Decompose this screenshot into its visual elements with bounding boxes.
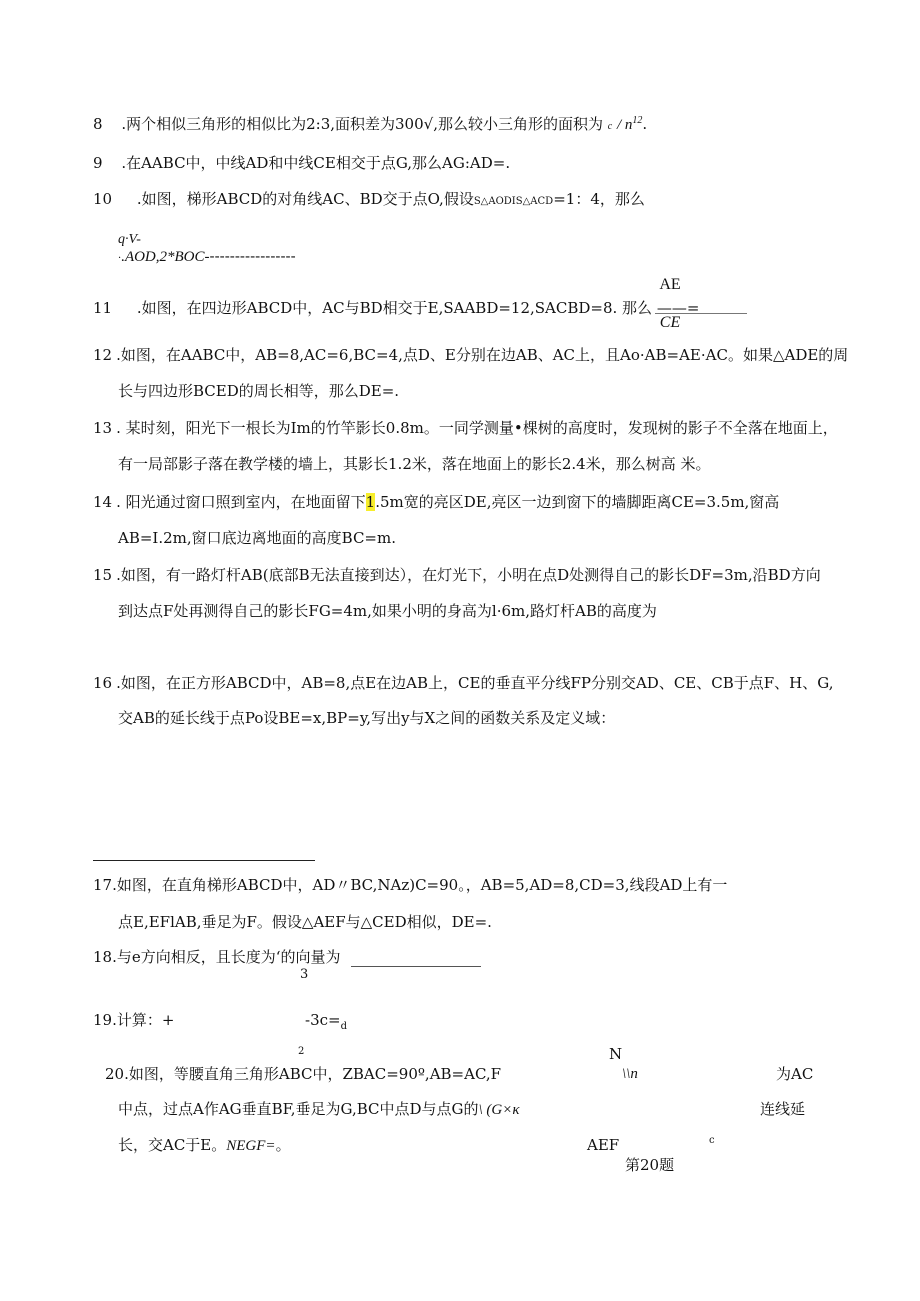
formula-part: NEGF= [226,1138,276,1154]
question-12 [93,345,848,365]
formula-part: · [118,253,122,264]
question-20: 20.如图，等腰直角三角形ABC中，ZBAC=90º,AB=AC,F [105,1065,502,1083]
question-12-line-2: 长与四边形BCED的周长相等，那么DE=. [118,382,400,400]
question-text: .两个相似三角形的相似比为2:3,面积差为300√,那么较小三角形的面积为 [121,115,603,133]
question-number: 9 [93,154,103,172]
formula-part: . [642,115,648,133]
question-text: 。 [275,1136,291,1154]
formula-line: q·V- [118,232,141,247]
question-text: .如图，在AABC中，AB=8,AC=6,BC=4,点D、E分别在边AB、AC上，且Ao·AB=AE·AC。如果△ADE的周 [116,346,849,364]
formula-subscript: d [340,1021,347,1032]
question-text: . 阳光通过窗口照到室内，在地面留下 [116,493,366,511]
figure-label-aef: AEF [587,1136,620,1154]
question-17-line-2: 点E,EFlAB,垂足为F。假设△AEF与△CED相似，DE=. [118,913,492,931]
question-number: 10 [93,190,113,208]
question-text: .如图，梯形ABCD的对角线AC、BD交于点O,假设 [136,190,474,208]
formula-subscript: S△AODIS△ACD [473,196,554,207]
question-number: 8 [93,115,103,133]
question-10 [93,189,645,212]
answer-blank [351,952,481,967]
fraction-numerator: AE [659,276,681,293]
figure-caption: 第20题 [625,1156,675,1174]
answer-blank: ----------------- [209,247,296,265]
formula-part: c [607,121,613,132]
question-9 [93,153,510,173]
question-text: .如图，在正方形ABCD中，AB=8,点E在边AB上，CE的垂直平分线FP分别交AD、CE、CB于点F、H、G, [116,674,834,692]
question-19-formula [305,1010,347,1037]
question-13-line-2: 有一局部影子落在教学楼的墙上，其影长1.2米，落在地面上的影长2.4米，那么树高 米。 [118,455,711,473]
formula-denominator: 3 [300,967,309,982]
question-number: 13 [93,419,113,437]
formula-part: \ (G×κ [478,1102,520,1118]
figure-label-c: c [709,1135,715,1146]
question-16-line-2: 交AB的延长线于点Po设BE=x,BP=y,写出y与X之间的函数关系及定义域： [118,709,616,727]
formula-part: .AOD,2*BOC- [121,249,210,265]
fraction-bar: ——= [656,299,700,317]
question-18 [93,947,481,967]
figure-label: \\n [622,1066,638,1082]
question-number: 15 [93,566,113,584]
formula-superscript: 2 [298,1046,305,1057]
question-number: 14 [93,493,113,511]
question-20-line-2 [118,1099,520,1120]
question-text: 中点，过点A作AG垂直BF,垂足为G,BC中点D与点G的 [118,1100,479,1118]
formula-part: / n [616,117,633,133]
formula-part: -3c= [305,1011,341,1029]
question-text: .如图，有一路灯杆AB(底部B无法直接到达），在灯光下，小明在点D处测得自己的影长DF=3m,沿BD方向 [116,566,821,584]
question-14-line-2: AB=I.2m,窗口底边离地面的高度BC=m. [118,529,396,547]
question-text: .如图，在四边形ABCD中，AC与BD相交于E,SAABD=12,SACBD=8. 那么 [136,299,653,317]
question-number: 16 [93,674,113,692]
question-14 [93,492,779,512]
question-text: 18.与e方向相反，且长度为‘的向量为 [93,948,341,966]
question-8 [93,111,647,137]
fraction-denominator: CE [659,314,681,331]
question-11 [93,298,699,318]
figure-label-n: N [609,1045,623,1063]
question-20-text: 为AC [776,1065,814,1083]
question-20-text: 连线延 [760,1100,806,1118]
question-19: 19.计算：+ [93,1011,175,1029]
highlight-mark: 1 [365,493,376,511]
question-text: .5m宽的亮区DE,亮区一边到窗下的墙脚距离CE=3.5m,窗高 [375,493,780,511]
question-15-line-2: 到达点F处再测得自己的影长FG=4m,如果小明的身高为l·6m,路灯杆AB的高度为 [118,602,657,620]
formula-superscript: 12 [632,115,643,126]
question-17: 17.如图，在直角梯形ABCD中，AD〃BC,NAz)C=90。，AB=5,AD=8,CD=3,线段AD上有一 [93,876,728,894]
question-10-answer-line [118,246,296,269]
question-text: .在AABC中，中线AD和中线CE相交于点G,那么AG:AD=. [121,154,511,172]
question-16 [93,673,833,693]
question-text: . 某时刻，阳光下一根长为Im的竹竿影长0.8m。一同学测量•棵树的高度时，发现树的影子不全落在地面上， [116,419,838,437]
section-divider [93,860,315,861]
question-13 [93,418,838,438]
question-text: 长，交AC于E。 [118,1136,227,1154]
question-number: 12 [93,346,113,364]
question-number: 11 [93,299,113,317]
question-20-line-3 [118,1135,291,1156]
question-text: =1：4，那么 [553,190,645,208]
question-15 [93,565,821,585]
